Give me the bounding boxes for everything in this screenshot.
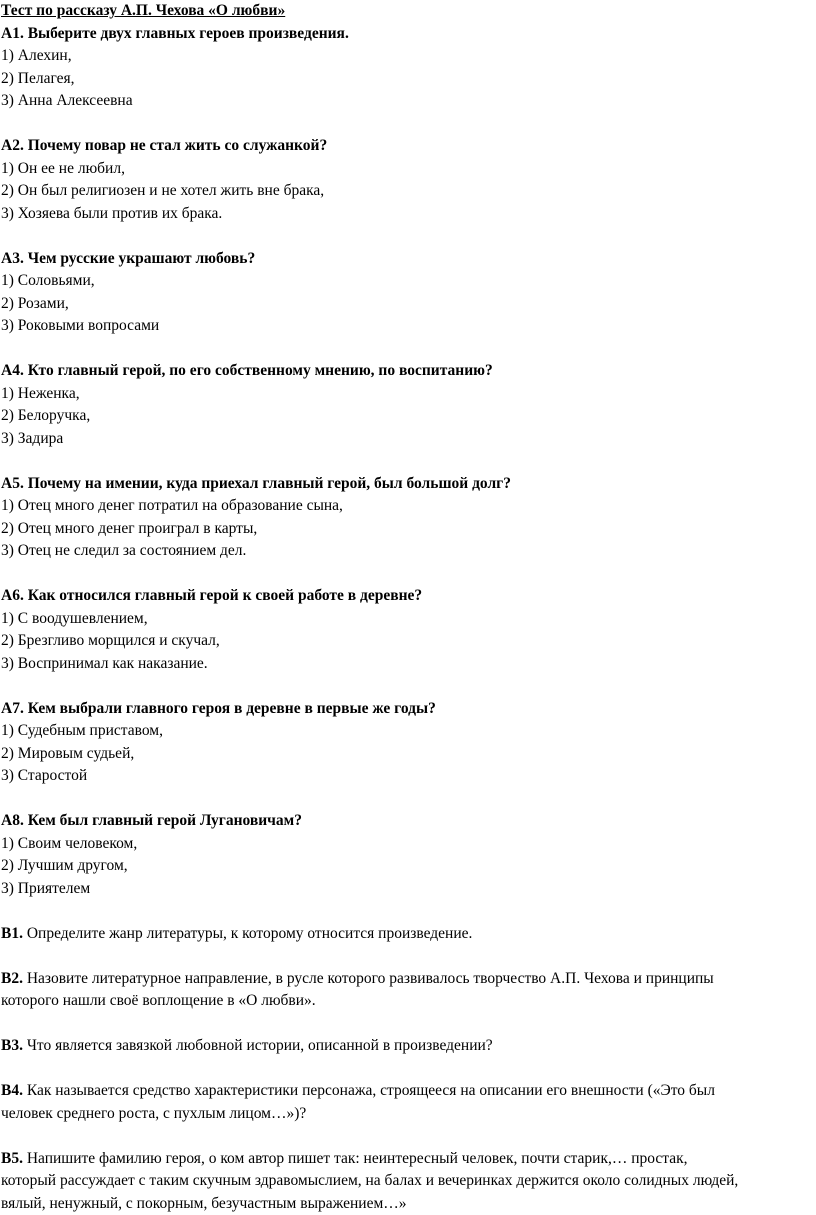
question-b3 bbox=[1, 1035, 816, 1058]
answer-option: 1) Своим человеком, bbox=[1, 834, 138, 852]
question-text: А2. Почему повар не стал жить со служанкой? bbox=[1, 137, 328, 154]
answer-option: 1) С воодушевлением, bbox=[1, 609, 148, 627]
question-text: А4. Кто главный герой, по его собственному мнению, по воспитанию? bbox=[1, 362, 493, 379]
question-text: Определите жанр литературы, к которому относится произведение. bbox=[22, 924, 473, 942]
question-a8 bbox=[1, 810, 816, 900]
question-a7 bbox=[1, 698, 816, 788]
question-text: А1. Выберите двух главных героев произведения. bbox=[1, 24, 349, 42]
page-title: Тест по рассказу А.П. Чехова «О любви» bbox=[1, 2, 286, 19]
question-text: А3. Чем русские украшают любовь? bbox=[1, 249, 256, 267]
answer-option: 1) Отец много денег потратил на образование сына, bbox=[1, 497, 343, 514]
question-text: Напишите фамилию героя, о ком автор пишет так: неинтересный человек, почти старик,… простак, bbox=[22, 1149, 688, 1167]
question-text-continued: который рассуждает с таким скучным здравомыслием, на балах и вечеринках держится около солидных людей, bbox=[1, 1172, 739, 1189]
answer-option: 1) Алехин, bbox=[1, 47, 72, 64]
answer-option: 2) Лучшим другом, bbox=[1, 857, 128, 874]
question-b5 bbox=[1, 1148, 816, 1215]
question-label: В5. bbox=[1, 1149, 23, 1167]
question-b4 bbox=[1, 1080, 816, 1125]
question-text-continued: вялый, ненужный, с покорным, безучастным выражением…» bbox=[1, 1194, 407, 1212]
answer-option: 3) Отец не следил за состоянием дел. bbox=[1, 542, 247, 559]
question-text: А8. Кем был главный герой Лугановичам? bbox=[1, 812, 302, 829]
answer-option: 3) Задира bbox=[1, 429, 64, 447]
answer-option: 2) Розами, bbox=[1, 294, 69, 312]
question-text-continued: которого нашли своё воплощение в «О любви». bbox=[1, 992, 316, 1009]
answer-option: 1) Неженка, bbox=[1, 384, 80, 402]
question-a2 bbox=[1, 135, 816, 225]
question-label: В1. bbox=[1, 924, 23, 942]
answer-option: 2) Пелагея, bbox=[1, 69, 75, 87]
question-text: А6. Как относился главный герой к своей работе в деревне? bbox=[1, 587, 423, 604]
question-b1 bbox=[1, 923, 816, 946]
answer-option: 3) Анна Алексеевна bbox=[1, 92, 133, 109]
answer-option: 1) Соловьями, bbox=[1, 272, 95, 289]
answer-option: 2) Мировым судьей, bbox=[1, 744, 135, 762]
question-label: В2. bbox=[1, 969, 23, 987]
answer-option: 2) Отец много денег проиграл в карты, bbox=[1, 519, 258, 537]
question-a1 bbox=[1, 23, 816, 113]
answer-option: 3) Роковыми вопросами bbox=[1, 317, 160, 334]
answer-option: 3) Воспринимал как наказание. bbox=[1, 654, 208, 672]
question-a4 bbox=[1, 360, 816, 450]
question-label: В3. bbox=[1, 1037, 23, 1054]
question-a3 bbox=[1, 248, 816, 338]
answer-option: 3) Хозяева были против их брака. bbox=[1, 204, 223, 222]
answer-option: 1) Он ее не любил, bbox=[1, 159, 125, 177]
question-text: А7. Кем выбрали главного героя в деревне в первые же годы? bbox=[1, 699, 436, 717]
question-text-continued: человек среднего роста, с пухлым лицом…»)? bbox=[1, 1104, 307, 1122]
question-a6 bbox=[1, 585, 816, 675]
question-text: Назовите литературное направление, в русле которого развивалось творчество А.П. Чехова и принципы bbox=[22, 969, 714, 987]
question-text: Что является завязкой любовной истории, описанной в произведении? bbox=[22, 1037, 493, 1054]
question-b2 bbox=[1, 968, 816, 1013]
answer-option: 3) Приятелем bbox=[1, 879, 91, 897]
question-label: В4. bbox=[1, 1082, 23, 1099]
question-a5 bbox=[1, 473, 816, 563]
question-text: А5. Почему на имении, куда приехал главный герой, был большой долг? bbox=[1, 474, 511, 492]
question-text: Как называется средство характеристики персонажа, строящееся на описании его внешности («Это был bbox=[22, 1082, 715, 1099]
answer-option: 2) Белоручка, bbox=[1, 407, 91, 424]
answer-option: 1) Судебным приставом, bbox=[1, 722, 163, 739]
answer-option: 3) Старостой bbox=[1, 767, 88, 784]
answer-option: 2) Он был религиозен и не хотел жить вне брака, bbox=[1, 182, 325, 199]
answer-option: 2) Брезгливо морщился и скучал, bbox=[1, 632, 220, 649]
